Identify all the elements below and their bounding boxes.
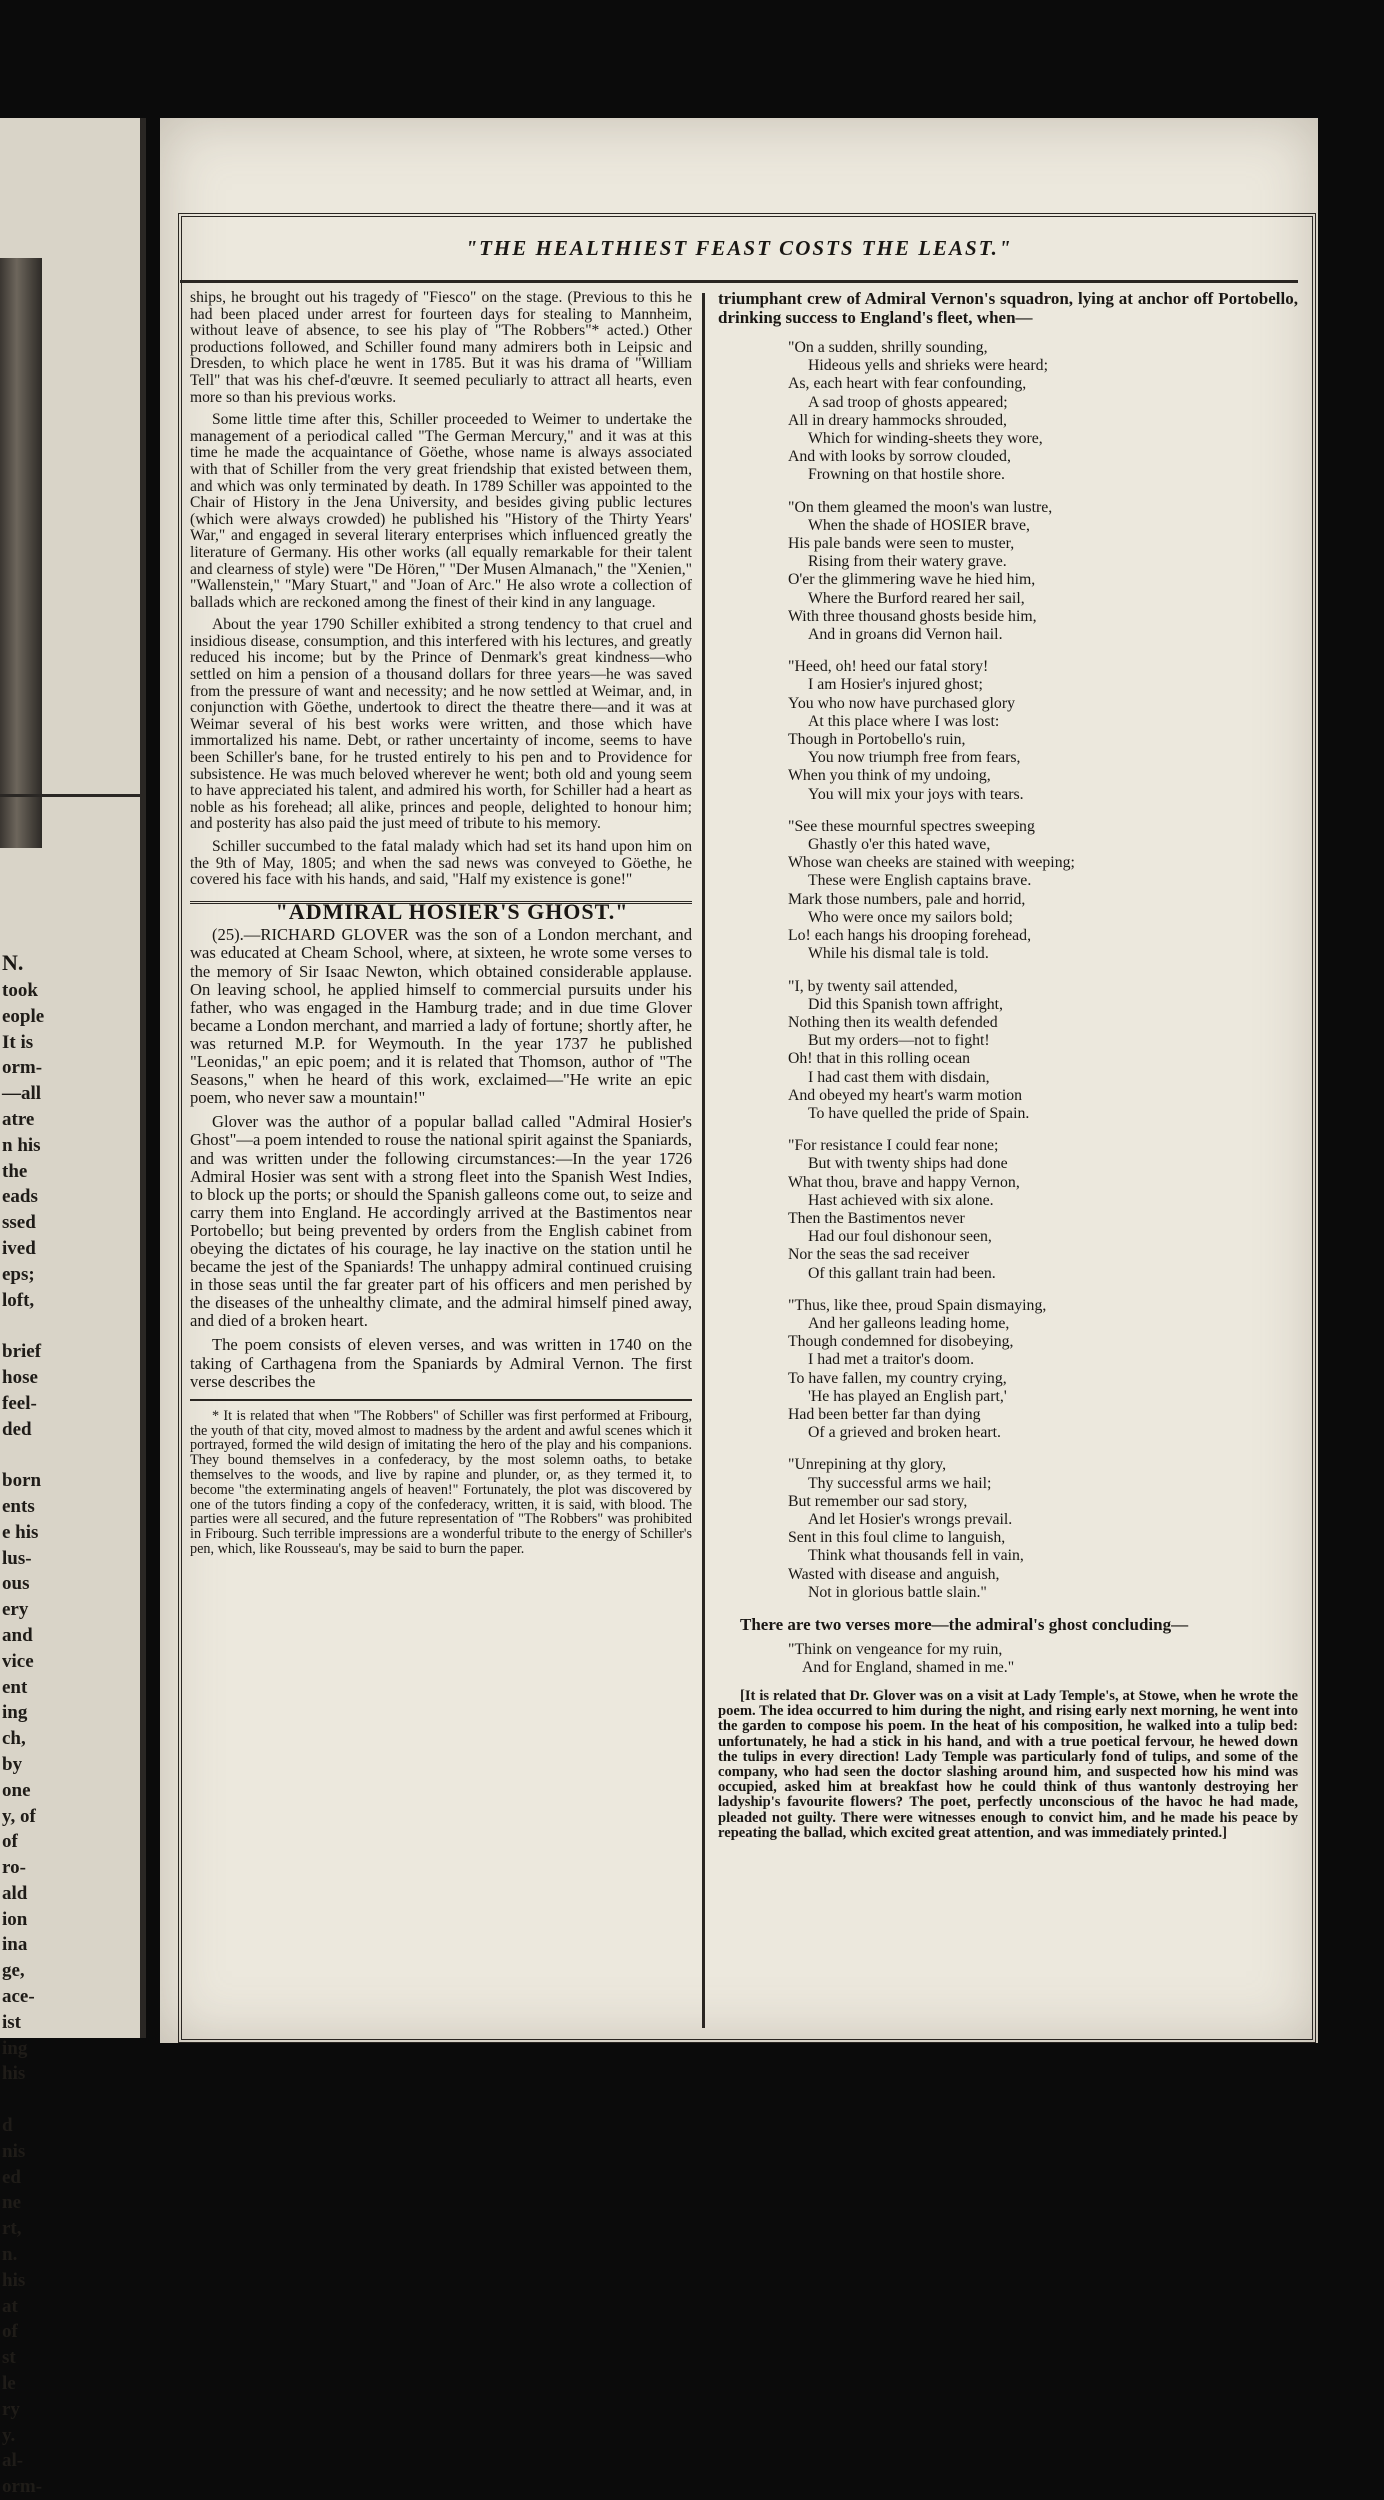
poem-line: Nor the seas the sad receiver [788,1246,970,1264]
left-fragment-line: n his [2,1134,41,1156]
left-fragment-line: orm- [2,2476,43,2498]
left-fragment-line: ing [2,1702,28,1724]
poem-stanza [718,499,1298,645]
poem-line: Mark those numbers, pale and horrid, [788,890,1026,908]
left-fragment-line: ssed [2,1212,36,1234]
poem-line: Had been better far than dying [788,1405,981,1423]
poem-line: Oh! that in this rolling ocean [788,1050,971,1068]
scan-margin [1320,118,1384,2043]
poem-line: When you think of my undoing, [788,767,991,785]
left-fragment-line: of [2,1831,18,1853]
left-fragment-line: ry [2,2398,20,2420]
poem-line: As, each heart with fear confounding, [788,375,1027,393]
left-fragment-line: his [2,2269,26,2291]
left-fragment-line: st [2,2347,16,2369]
left-fragment-line: e his [2,1521,39,1543]
left-fragment-line: ne [2,2192,21,2214]
left-fragment-line: ent [2,1676,28,1698]
poem-line: Of a grieved and broken heart. [808,1424,1001,1442]
schiller-paragraph-4: Schiller succumbed to the fatal malady which had set its hand upon him on the 9th of May, 1805; and when the sad news was conveyed to Göethe, he covered his face with his hands, and said, "Half my existence is gone!" [190,838,692,889]
left-fragment-line: eople [2,1005,45,1027]
left-fragment-line: y, of [2,1805,36,1827]
poem-line: Nothing then its wealth defended [788,1013,998,1031]
poem-conclusion-text: There are two verses more—the admiral's ghost concluding— [740,1615,1189,1634]
left-fragment-line: loft, [2,1289,35,1311]
poem-line: To have quelled the pride of Spain. [808,1104,1030,1122]
left-fragment-line: orm- [2,1057,43,1079]
left-fragment-line: lus- [2,1547,32,1569]
poem-line: Though condemned for disobeying, [788,1333,1014,1351]
poem-line: But my orders—not to fight! [808,1032,990,1050]
left-fragment-line: eads [2,1186,38,1208]
left-fragment-line: ents [2,1495,35,1517]
final-line: And for England, shamed in me." [802,1658,1015,1676]
left-fragment-line: feel- [2,1392,37,1414]
left-fragment-line: ous [2,1573,30,1595]
left-fragment-line: by [2,1753,23,1775]
article-title: "ADMIRAL HOSIER'S GHOST." [275,898,629,924]
column-rule [702,293,705,2028]
poem-line: You now triumph free from fears, [808,749,1021,767]
editorial-note: [It is related that Dr. Glover was on a visit at Lady Temple's, at Stowe, when he wrote the poem. The idea occurred to him during the night, and rising early next morning, he went into the garden to compose his poem. In the heat of his composition, he walked into a tulip bed: unfortunately, he had a stick in his hand, and with a true poetical fervour, he hewed down the tulips in every direction! Lady Temple was particularly fond of tulips, and some of the company, who had seen the doctor slashing around him, and suspected how his mind was occupied, asked him at breakfast how he could think of thus wantonly destroying her ladyship's favourite flowers? The poet, perfectly unconscious of the havoc he had made, pleaded not guilty. There were witnesses enough to convict him, and he made his peace by repeating the ballad, which excited great attention, and was immediately printed.] [718,1687,1298,1841]
poem-line: I had cast them with disdain, [808,1068,990,1086]
poem-line: "See these mournful spectres sweeping [788,817,1035,835]
poem-line: You who now have purchased glory [788,694,1015,712]
poem-line: O'er the glimmering wave he hied him, [788,571,1036,589]
left-fragment-line: hose [2,1366,38,1388]
left-fragment-line: ch, [2,1728,26,1750]
poem-line: All in dreary hammocks shrouded, [788,411,1007,429]
poem-line: "On them gleamed the moon's wan lustre, [788,498,1053,516]
left-fragment-line: his [2,2063,26,2085]
poem-line: Lo! each hangs his drooping forehead, [788,927,1032,945]
poem-line: "Unrepining at thy glory, [788,1456,947,1474]
column-right [718,290,1298,1847]
poem-line: Sent in this foul clime to languish, [788,1529,1006,1547]
poem-stanza [718,339,1298,485]
left-page-rule [0,794,140,797]
glover-paragraph-1: (25).—RICHARD GLOVER was the son of a London merchant, and was educated at Cheam School, where, at sixteen, he wrote some verses to the memory of Sir Isaac Newton, which obtained considerable applause. On leaving school, he applied himself to commercial pursuits under his father, who was engaged in the Hamburg trade; and in due time Glover became a London merchant, and married a lady of fortune; shortly after, he was returned M.P. for Weymouth. In the year 1737 he published "Leonidas," an epic poem; and it is related that Thomson, author of "The Seasons," when he heard of this work, exclaimed—"He write an epic poem, who never saw a mountain!" [190,925,692,1108]
left-fragment-line: atre [2,1108,35,1130]
left-fragment-line: one [2,1779,31,1801]
adjacent-page-strip [0,118,146,2498]
poem-line: Then the Bastimentos never [788,1209,965,1227]
poem-line: "For resistance I could fear none; [788,1137,999,1155]
poem-line: Who were once my sailors bold; [808,908,1013,926]
poem-line: To have fallen, my country crying, [788,1369,1007,1387]
glover-paragraph-2: Glover was the author of a popular ballad called "Admiral Hosier's Ghost"—a poem intended to rouse the national spirit against the Spaniards, and was written under the following circumstances:—In the year 1726 Admiral Hosier was sent with a strong fleet into the Spanish West Indies, to block up the ports; or should the Spanish galleons come out, to seize and carry them into England. He accordingly arrived at the Bastimentos near Portobello; but being prevented by orders from the English cabinet from obeying the dictates of his courage, he lay inactive on the station until he became the jest of the Spaniards! The unhappy admiral continued cruising in those seas until the far greater part of his officers and men perished by the diseases of the unhealthy climate, and the admiral himself pined away, and died of a broken heart. [190,1112,692,1331]
left-fragment-line: ro- [2,1857,26,1879]
poem-line: Whose wan cheeks are stained with weeping; [788,854,1075,872]
schiller-paragraph-3: About the year 1790 Schiller exhibited a strong tendency to that cruel and insidious disease, consumption, and this interfered with his lectures, and greatly reduced his income; but by the Prince of Denmark's great kindness—who settled on him a pension of a thousand dollars for three years—he was saved from the pressure of want and necessity; and he now settled at Weimar, and, in conjunction with Göethe, undertook to direct the theatre there—and it was at Weimar several of his best works were written, and those which have immortalized his name. Debt, or rather uncertainty of income, seems to have been Schiller's bane, for he trusted entirely to his pen and to Providence for subsistence. He was much beloved wherever he went; both old and young seem to have appreciated his talent, and admired his worth, for Schiller had a heart as noble as his forehead; all alike, princes and people, delighted to honour him; and posterity has also paid the just meed of tribute to his memory. [190,616,692,833]
left-fragment-line: took [2,980,38,1001]
poem-line: And obeyed my heart's warm motion [788,1086,1023,1104]
header-rule [180,280,1298,283]
poem-line: And in groans did Vernon hail. [808,626,1003,644]
poem-line: Hast achieved with six alone. [808,1191,994,1209]
poem-stanza [718,978,1298,1124]
poem-line: But with twenty ships had done [808,1155,1008,1173]
poem-line: "I, by twenty sail attended, [788,977,958,995]
left-fragment-line [2,2087,42,2113]
column-left [190,290,692,1563]
poem-line: Hideous yells and shrieks were heard; [808,357,1048,375]
poem-line: And let Hosier's wrongs prevail. [808,1510,1013,1528]
poem-intro: triumphant crew of Admiral Vernon's squadron, lying at anchor off Portobello, drinking success to England's fleet, when— [718,289,1298,327]
poem-line: Thy successful arms we hail; [808,1474,992,1492]
poem-line: Of this gallant train had been. [808,1264,996,1282]
left-fragment-line: brief [2,1341,42,1363]
newspaper-page [160,118,1318,2043]
left-page-text-fragment [2,978,45,2500]
left-fragment-line: eps; [2,1263,35,1285]
footnote-rule [190,1399,692,1401]
poem-line: Not in glorious battle slain." [808,1583,987,1601]
poem-line: Did this Spanish town affright, [808,995,1003,1013]
left-fragment-line [2,1442,42,1468]
poem-line: Though in Portobello's ruin, [788,731,966,749]
left-fragment-line: d [2,2115,13,2137]
poem-stanza [718,658,1298,804]
poem-stanza [718,818,1298,964]
left-fragment-line: ist [2,2011,21,2033]
poem-line: But remember our sad story, [788,1492,968,1510]
poem-line: What thou, brave and happy Vernon, [788,1173,1020,1191]
left-fragment-line: vice [2,1650,34,1672]
poem-line: A sad troop of ghosts appeared; [808,393,1008,411]
poem-line: And with looks by sorrow clouded, [788,448,1011,466]
poem-line: 'He has played an English part,' [808,1387,1007,1405]
left-fragment-line: ina [2,1934,28,1956]
left-fragment-line: ace- [2,1986,35,2008]
left-fragment-line: ge, [2,1960,25,1982]
left-fragment-line: y. [2,2424,16,2446]
final-lines [788,1641,1298,1677]
left-fragment-line: and [2,1624,33,1646]
poem-line: "Heed, oh! heed our fatal story! [788,658,989,676]
engraving-fragment [0,258,42,848]
left-fragment-line: ald [2,1882,28,1904]
final-line: "Think on vengeance for my ruin, [788,1640,1003,1658]
left-fragment-line: the [2,1160,28,1182]
poem-stanza [718,1137,1298,1283]
schiller-paragraph-1: ships, he brought out his tragedy of "Fiesco" on the stage. (Previous to this he had been placed under arrest for fourteen days for stealing to Mannheim, without leave of absence, to see his play of "The Robbers"* acted.) Other productions followed, and Schiller found many admirers both in Leipsic and Dresden, to which place he went in 1785. But it was his drama of "William Tell" that was his chef-d'œuvre. It seemed peculiarly to attract all hearts, even more so than his previous works. [190,289,692,406]
poem-line: Think what thousands fell in vain, [808,1547,1024,1565]
left-fragment-line: —all [2,1083,42,1105]
poem-stanza [718,1297,1298,1443]
poem [718,339,1298,1602]
left-fragment-line [2,1313,42,1339]
poem-line: At this place where I was lost: [808,712,1000,730]
poem-line: Wasted with disease and anguish, [788,1565,1000,1583]
poem-line: I am Hosier's injured ghost; [808,676,983,694]
left-fragment-line: ived [2,1237,36,1259]
left-fragment-line: n. [2,2244,18,2266]
left-fragment-line: ery [2,1599,29,1621]
left-fragment-line: nis [2,2140,26,2162]
schiller-paragraph-2: Some little time after this, Schiller proceeded to Weimer to undertake the management of a periodical called "The German Mercury," and it was at this time he made the acquaintance of Göethe, whose name is always associated with that of Schiller from the very great friendship that existed between them, and which was only terminated by death. In 1789 Schiller was appointed to the Chair of History in the Jena University, and besides giving public lectures (which were always crowded) he published his "History of the Thirty Years' War," and engaged in several literary enterprises which influenced greatly the literature of Germany. His other works (all equally remarkable for their talent and clearness of style) were "De Hören," "Der Musen Almanach," the "Xenien," "Wallenstein," "Mary Stuart," and "Joan of Arc." He also wrote a collection of ballads which are reckoned among the finest of their kind in any language. [190,411,692,611]
left-fragment-line: at [2,2295,18,2317]
poem-line: You will mix your joys with tears. [808,785,1024,803]
poem-line: His pale bands were seen to muster, [788,535,1015,553]
page-header: "THE HEALTHIEST FEAST COSTS THE LEAST." [465,236,1013,260]
poem-line: Ghastly o'er this hated wave, [808,836,991,854]
left-fragment-line: rt, [2,2218,22,2240]
left-fragment-line: ded [2,1418,32,1440]
poem-line: Where the Burford reared her sail, [808,589,1025,607]
left-fragment-line: le [2,2373,16,2395]
poem-line: These were English captains brave. [808,872,1032,890]
footnote: * It is related that when "The Robbers" of Schiller was first performed at Fribourg, the youth of that city, moved almost to madness by the ardent and awful scenes which it portrayed, formed the wild design of imitating the hero of the play and his companions. They bound themselves in a confederacy, by the most solemn oaths, to betake themselves to the woods, and live by rapine and plunder, or, as they termed it, to become "the exterminating angels of heaven!" Fortunately, the plot was discovered by one of the tutors finding a copy of the confederacy, written, it is said, with blood. The parties were all secured, and the future representation of "The Robbers" was prohibited in Fribourg. Such terrible impressions are a wonderful tribute to the energy of Schiller's pen, which, like Rousseau's, may be said to burn the paper. [190,1407,692,1557]
left-page-heading-fragment: N. [2,950,24,975]
glover-paragraph-3: The poem consists of eleven verses, and was written in 1740 on the taking of Carthagena from the Spaniards by Admiral Vernon. The first verse describes the [190,1335,692,1391]
left-fragment-line: ion [2,1908,28,1930]
left-fragment-line: ed [2,2166,21,2188]
poem-line: Rising from their watery grave. [808,553,1007,571]
poem-line: I had met a traitor's doom. [808,1351,975,1369]
poem-line: And her galleons leading home, [808,1314,1010,1332]
left-fragment-line: al- [2,2450,24,2472]
poem-line: Had our foul dishonour seen, [808,1228,992,1246]
poem-line: "Thus, like thee, proud Spain dismaying, [788,1296,1047,1314]
left-fragment-line: born [2,1470,42,1492]
poem-line: While his dismal tale is told. [808,945,989,963]
poem-line: Which for winding-sheets they wore, [808,430,1043,448]
poem-stanza [718,1456,1298,1602]
left-fragment-line: ing [2,2037,28,2059]
poem-line: Frowning on that hostile shore. [808,466,1006,484]
poem-line: "On a sudden, shrilly sounding, [788,339,988,356]
left-fragment-line: It is [2,1031,34,1053]
poem-line: When the shade of HOSIER brave, [808,516,1030,534]
poem-line: With three thousand ghosts beside him, [788,607,1037,625]
left-fragment-line: of [2,2321,18,2343]
